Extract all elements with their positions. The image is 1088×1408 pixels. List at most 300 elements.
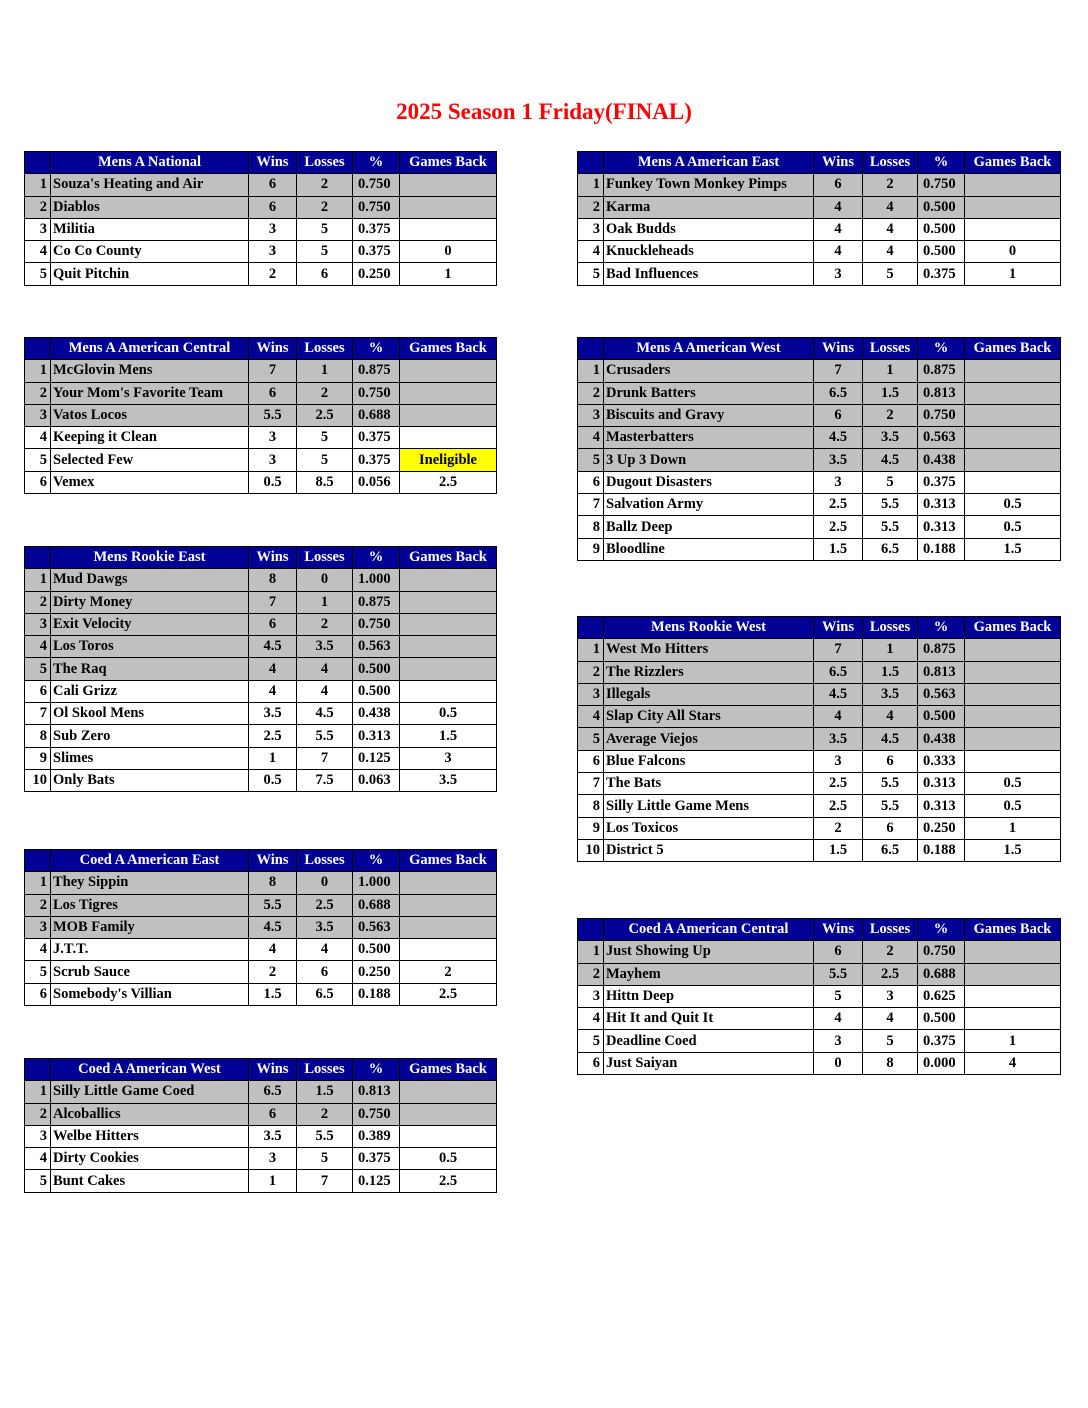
standings-table-mens-a-american-west (577, 337, 1061, 561)
wins-header: Wins (249, 152, 297, 174)
wins-cell: 3 (249, 218, 297, 240)
games-back-cell: 3.5 (400, 769, 497, 791)
rank-cell: 1 (578, 639, 604, 661)
table-row (25, 427, 497, 449)
pct-cell: 0.875 (918, 639, 965, 661)
games-back-cell (400, 591, 497, 613)
team-name-cell: Just Showing Up (604, 941, 814, 963)
losses-cell: 5 (297, 1148, 353, 1170)
games-back-cell (400, 658, 497, 680)
rank-cell: 4 (25, 1148, 51, 1170)
games-back-cell (965, 427, 1061, 449)
wins-cell: 4 (249, 939, 297, 961)
team-name-cell: Silly Little Game Mens (604, 795, 814, 817)
division-name: Mens Rookie East (51, 547, 249, 569)
team-name-cell: District 5 (604, 839, 814, 861)
losses-header: Losses (297, 152, 353, 174)
team-name-cell: Mayhem (604, 963, 814, 985)
pct-cell: 0.688 (353, 404, 400, 426)
standings-table-mens-a-american-east (577, 151, 1061, 286)
table-row (578, 538, 1061, 560)
pct-cell: 0.688 (918, 963, 965, 985)
pct-cell: 0.375 (918, 263, 965, 285)
table-row (25, 382, 497, 404)
games-back-header: Games Back (965, 152, 1061, 174)
team-name-cell: Scrub Sauce (51, 961, 249, 983)
losses-header: Losses (297, 547, 353, 569)
pct-header: % (918, 919, 965, 941)
team-name-cell: Blue Falcons (604, 750, 814, 772)
games-back-cell (965, 639, 1061, 661)
losses-cell: 4 (863, 218, 918, 240)
wins-cell: 6 (249, 174, 297, 196)
pct-cell: 0.563 (918, 427, 965, 449)
team-name-cell: Mud Dawgs (51, 569, 249, 591)
games-back-cell (965, 449, 1061, 471)
header-row (25, 547, 497, 569)
pct-cell: 0.500 (918, 241, 965, 263)
games-back-cell: 0.5 (965, 494, 1061, 516)
rank-header (578, 617, 604, 639)
team-name-cell: Salvation Army (604, 494, 814, 516)
games-back-cell: 0 (400, 241, 497, 263)
rank-header (578, 152, 604, 174)
table-row (578, 661, 1061, 683)
losses-cell: 6 (863, 817, 918, 839)
table-row (25, 939, 497, 961)
pct-cell: 0.063 (353, 769, 400, 791)
wins-cell: 3.5 (814, 728, 863, 750)
rank-cell: 1 (25, 1081, 51, 1103)
team-name-cell: McGlovin Mens (51, 360, 249, 382)
games-back-cell: 1 (965, 263, 1061, 285)
table-row (578, 963, 1061, 985)
pct-cell: 0.313 (918, 516, 965, 538)
pct-cell: 0.875 (353, 360, 400, 382)
rank-cell: 2 (578, 661, 604, 683)
losses-cell: 5.5 (863, 516, 918, 538)
table-row (25, 1170, 497, 1192)
rank-cell: 6 (578, 750, 604, 772)
games-back-cell: 1.5 (965, 538, 1061, 560)
wins-cell: 6 (814, 404, 863, 426)
table-row (578, 750, 1061, 772)
header-row (25, 338, 497, 360)
standings-table-mens-a-national (24, 151, 497, 286)
pct-cell: 0.625 (918, 985, 965, 1007)
table-row (25, 1103, 497, 1125)
rank-cell: 5 (25, 1170, 51, 1192)
team-name-cell: Militia (51, 218, 249, 240)
wins-cell: 0.5 (249, 471, 297, 493)
table-row (578, 985, 1061, 1007)
team-name-cell: Hit It and Quit It (604, 1008, 814, 1030)
losses-cell: 3.5 (297, 916, 353, 938)
pct-cell: 0.125 (353, 747, 400, 769)
pct-cell: 0.188 (918, 538, 965, 560)
ineligible-badge: Ineligible (400, 449, 497, 471)
team-name-cell: Bad Influences (604, 263, 814, 285)
table-row (578, 639, 1061, 661)
team-name-cell: Somebody's Villian (51, 983, 249, 1005)
pct-cell: 0.875 (353, 591, 400, 613)
wins-cell: 3 (249, 1148, 297, 1170)
games-back-header: Games Back (965, 338, 1061, 360)
pct-cell: 0.563 (353, 916, 400, 938)
wins-header: Wins (249, 547, 297, 569)
pct-cell: 0.375 (353, 427, 400, 449)
games-back-cell (400, 360, 497, 382)
rank-header (25, 1059, 51, 1081)
pct-cell: 1.000 (353, 569, 400, 591)
pct-header: % (353, 850, 400, 872)
rank-cell: 5 (578, 449, 604, 471)
games-back-cell (965, 706, 1061, 728)
losses-cell: 7.5 (297, 769, 353, 791)
rank-header (25, 338, 51, 360)
rank-cell: 4 (25, 636, 51, 658)
pct-header: % (918, 152, 965, 174)
losses-cell: 1 (297, 360, 353, 382)
games-back-cell (965, 382, 1061, 404)
table-row (578, 360, 1061, 382)
rank-cell: 6 (25, 680, 51, 702)
table-row (25, 1125, 497, 1147)
team-name-cell: Karma (604, 196, 814, 218)
games-back-cell: 0.5 (400, 703, 497, 725)
games-back-cell (400, 218, 497, 240)
games-back-cell: 0.5 (965, 795, 1061, 817)
pct-cell: 0.500 (918, 218, 965, 240)
table-row (578, 728, 1061, 750)
losses-cell: 0 (297, 569, 353, 591)
rank-cell: 4 (578, 1008, 604, 1030)
team-name-cell: Co Co County (51, 241, 249, 263)
games-back-header: Games Back (400, 152, 497, 174)
rank-cell: 7 (578, 773, 604, 795)
wins-cell: 7 (249, 591, 297, 613)
table-row (25, 241, 497, 263)
games-back-header: Games Back (400, 338, 497, 360)
wins-cell: 2 (249, 961, 297, 983)
games-back-cell: 0.5 (965, 773, 1061, 795)
team-name-cell: Hittn Deep (604, 985, 814, 1007)
rank-cell: 3 (578, 218, 604, 240)
wins-cell: 6 (249, 382, 297, 404)
wins-cell: 3.5 (249, 1125, 297, 1147)
wins-cell: 3.5 (814, 449, 863, 471)
wins-cell: 8 (249, 872, 297, 894)
rank-cell: 1 (25, 174, 51, 196)
losses-cell: 5 (863, 471, 918, 493)
losses-cell: 7 (297, 747, 353, 769)
games-back-cell: 0.5 (965, 516, 1061, 538)
table-row (578, 241, 1061, 263)
team-name-cell: Masterbatters (604, 427, 814, 449)
header-row (25, 152, 497, 174)
wins-cell: 3 (814, 471, 863, 493)
pct-cell: 0.750 (918, 404, 965, 426)
table-row (25, 658, 497, 680)
games-back-cell (965, 683, 1061, 705)
table-row (25, 360, 497, 382)
pct-cell: 0.500 (353, 658, 400, 680)
table-row (578, 941, 1061, 963)
wins-cell: 2.5 (814, 494, 863, 516)
games-back-cell (965, 963, 1061, 985)
wins-cell: 6.5 (249, 1081, 297, 1103)
wins-header: Wins (814, 152, 863, 174)
wins-cell: 4 (814, 196, 863, 218)
division-name: Mens Rookie West (604, 617, 814, 639)
losses-cell: 6 (297, 263, 353, 285)
losses-cell: 3.5 (297, 636, 353, 658)
pct-cell: 0.500 (918, 1008, 965, 1030)
header-row (578, 338, 1061, 360)
pct-cell: 0.563 (918, 683, 965, 705)
pct-cell: 0.438 (918, 728, 965, 750)
rank-cell: 4 (578, 427, 604, 449)
rank-header (25, 850, 51, 872)
rank-cell: 6 (25, 471, 51, 493)
header-row (578, 919, 1061, 941)
team-name-cell: Los Toros (51, 636, 249, 658)
pct-cell: 0.438 (918, 449, 965, 471)
games-back-cell: 1 (400, 263, 497, 285)
losses-cell: 3 (863, 985, 918, 1007)
wins-cell: 6 (249, 613, 297, 635)
table-row (578, 795, 1061, 817)
wins-cell: 0 (814, 1052, 863, 1074)
table-row (578, 471, 1061, 493)
pct-header: % (918, 617, 965, 639)
losses-cell: 2 (297, 382, 353, 404)
games-back-cell (965, 985, 1061, 1007)
losses-cell: 5.5 (297, 1125, 353, 1147)
team-name-cell: Selected Few (51, 449, 249, 471)
losses-cell: 5 (297, 241, 353, 263)
games-back-cell: 2.5 (400, 1170, 497, 1192)
pct-cell: 0.375 (353, 449, 400, 471)
pct-cell: 0.750 (353, 174, 400, 196)
losses-cell: 8.5 (297, 471, 353, 493)
losses-cell: 0 (297, 872, 353, 894)
team-name-cell: Diablos (51, 196, 249, 218)
games-back-cell: 1.5 (400, 725, 497, 747)
rank-cell: 5 (578, 1030, 604, 1052)
table-row (578, 817, 1061, 839)
wins-cell: 7 (249, 360, 297, 382)
pct-cell: 0.375 (353, 241, 400, 263)
rank-cell: 10 (578, 839, 604, 861)
wins-cell: 4.5 (249, 636, 297, 658)
team-name-cell: Ol Skool Mens (51, 703, 249, 725)
division-name: Mens A American West (604, 338, 814, 360)
wins-cell: 8 (249, 569, 297, 591)
wins-cell: 3 (814, 263, 863, 285)
wins-cell: 2.5 (814, 795, 863, 817)
table-row (578, 174, 1061, 196)
wins-cell: 3 (249, 241, 297, 263)
rank-cell: 2 (578, 963, 604, 985)
games-back-cell (400, 1103, 497, 1125)
losses-cell: 1 (297, 591, 353, 613)
wins-header: Wins (249, 850, 297, 872)
table-row (578, 218, 1061, 240)
table-row (578, 773, 1061, 795)
losses-header: Losses (297, 850, 353, 872)
games-back-cell (400, 174, 497, 196)
header-row (578, 617, 1061, 639)
losses-cell: 4.5 (863, 449, 918, 471)
table-row (25, 174, 497, 196)
losses-cell: 5.5 (863, 494, 918, 516)
games-back-cell (965, 1008, 1061, 1030)
header-row (25, 1059, 497, 1081)
pct-cell: 0.313 (918, 773, 965, 795)
wins-cell: 6.5 (814, 382, 863, 404)
wins-header: Wins (249, 338, 297, 360)
team-name-cell: Ballz Deep (604, 516, 814, 538)
games-back-header: Games Back (400, 850, 497, 872)
losses-header: Losses (863, 152, 918, 174)
page-title: 2025 Season 1 Friday(FINAL) (396, 99, 692, 124)
pct-cell: 0.389 (353, 1125, 400, 1147)
table-row (25, 747, 497, 769)
rank-cell: 5 (578, 728, 604, 750)
wins-cell: 2.5 (814, 516, 863, 538)
table-row (578, 1030, 1061, 1052)
table-row (25, 196, 497, 218)
losses-cell: 3.5 (863, 683, 918, 705)
games-back-header: Games Back (965, 617, 1061, 639)
team-name-cell: Vatos Locos (51, 404, 249, 426)
rank-cell: 2 (578, 382, 604, 404)
games-back-cell (400, 427, 497, 449)
wins-cell: 1 (249, 747, 297, 769)
rank-cell: 3 (25, 916, 51, 938)
team-name-cell: Average Viejos (604, 728, 814, 750)
rank-cell: 2 (25, 894, 51, 916)
team-name-cell: Your Mom's Favorite Team (51, 382, 249, 404)
games-back-cell (965, 196, 1061, 218)
games-back-cell: 3 (400, 747, 497, 769)
standings-table-coed-a-american-east (24, 849, 497, 1006)
team-name-cell: Bunt Cakes (51, 1170, 249, 1192)
team-name-cell: West Mo Hitters (604, 639, 814, 661)
pct-cell: 0.813 (918, 382, 965, 404)
games-back-cell (400, 894, 497, 916)
standings-table-coed-a-american-west (24, 1058, 497, 1193)
standings-table-mens-a-american-central (24, 337, 497, 494)
pct-cell: 0.563 (353, 636, 400, 658)
table-row (578, 404, 1061, 426)
division-name: Mens A National (51, 152, 249, 174)
losses-header: Losses (863, 617, 918, 639)
rank-cell: 3 (25, 218, 51, 240)
games-back-cell (400, 382, 497, 404)
losses-cell: 6.5 (297, 983, 353, 1005)
team-name-cell: Knuckleheads (604, 241, 814, 263)
rank-cell: 2 (25, 196, 51, 218)
wins-header: Wins (249, 1059, 297, 1081)
games-back-cell: 1.5 (965, 839, 1061, 861)
table-row (578, 427, 1061, 449)
table-row (25, 613, 497, 635)
losses-cell: 4 (297, 658, 353, 680)
games-back-cell (965, 661, 1061, 683)
division-name: Mens A American East (604, 152, 814, 174)
wins-cell: 1 (249, 1170, 297, 1192)
header-row (578, 152, 1061, 174)
losses-cell: 4.5 (863, 728, 918, 750)
games-back-cell: 4 (965, 1052, 1061, 1074)
wins-cell: 4 (814, 1008, 863, 1030)
wins-cell: 3 (249, 427, 297, 449)
losses-cell: 5 (297, 449, 353, 471)
division-name: Coed A American West (51, 1059, 249, 1081)
team-name-cell: Slap City All Stars (604, 706, 814, 728)
wins-cell: 1.5 (249, 983, 297, 1005)
games-back-cell (965, 728, 1061, 750)
losses-cell: 2 (297, 1103, 353, 1125)
team-name-cell: The Raq (51, 658, 249, 680)
wins-cell: 2.5 (249, 725, 297, 747)
losses-cell: 4 (297, 680, 353, 702)
wins-cell: 4.5 (814, 427, 863, 449)
losses-cell: 1.5 (863, 661, 918, 683)
team-name-cell: 3 Up 3 Down (604, 449, 814, 471)
rank-cell: 3 (25, 613, 51, 635)
pct-cell: 0.813 (918, 661, 965, 683)
losses-cell: 2.5 (863, 963, 918, 985)
table-row (25, 591, 497, 613)
losses-cell: 3.5 (863, 427, 918, 449)
losses-cell: 6 (297, 961, 353, 983)
rank-header (578, 919, 604, 941)
losses-header: Losses (863, 919, 918, 941)
pct-cell: 0.125 (353, 1170, 400, 1192)
team-name-cell: Just Saiyan (604, 1052, 814, 1074)
team-name-cell: Illegals (604, 683, 814, 705)
losses-cell: 1.5 (297, 1081, 353, 1103)
pct-cell: 0.375 (353, 218, 400, 240)
team-name-cell: Deadline Coed (604, 1030, 814, 1052)
losses-cell: 2 (863, 941, 918, 963)
pct-cell: 0.750 (353, 196, 400, 218)
losses-cell: 2 (297, 196, 353, 218)
losses-cell: 1 (863, 360, 918, 382)
losses-cell: 2.5 (297, 404, 353, 426)
standings-table-mens-rookie-east (24, 546, 497, 792)
losses-cell: 5 (863, 263, 918, 285)
team-name-cell: Quit Pitchin (51, 263, 249, 285)
losses-header: Losses (863, 338, 918, 360)
pct-cell: 0.813 (353, 1081, 400, 1103)
rank-cell: 9 (25, 747, 51, 769)
wins-cell: 4 (814, 218, 863, 240)
rank-cell: 1 (25, 569, 51, 591)
losses-cell: 1 (863, 639, 918, 661)
pct-cell: 0.250 (353, 263, 400, 285)
wins-header: Wins (814, 338, 863, 360)
games-back-cell: 1 (965, 1030, 1061, 1052)
pct-cell: 0.375 (918, 471, 965, 493)
division-name: Coed A American East (51, 850, 249, 872)
losses-cell: 5.5 (297, 725, 353, 747)
table-row (578, 263, 1061, 285)
table-row (578, 494, 1061, 516)
